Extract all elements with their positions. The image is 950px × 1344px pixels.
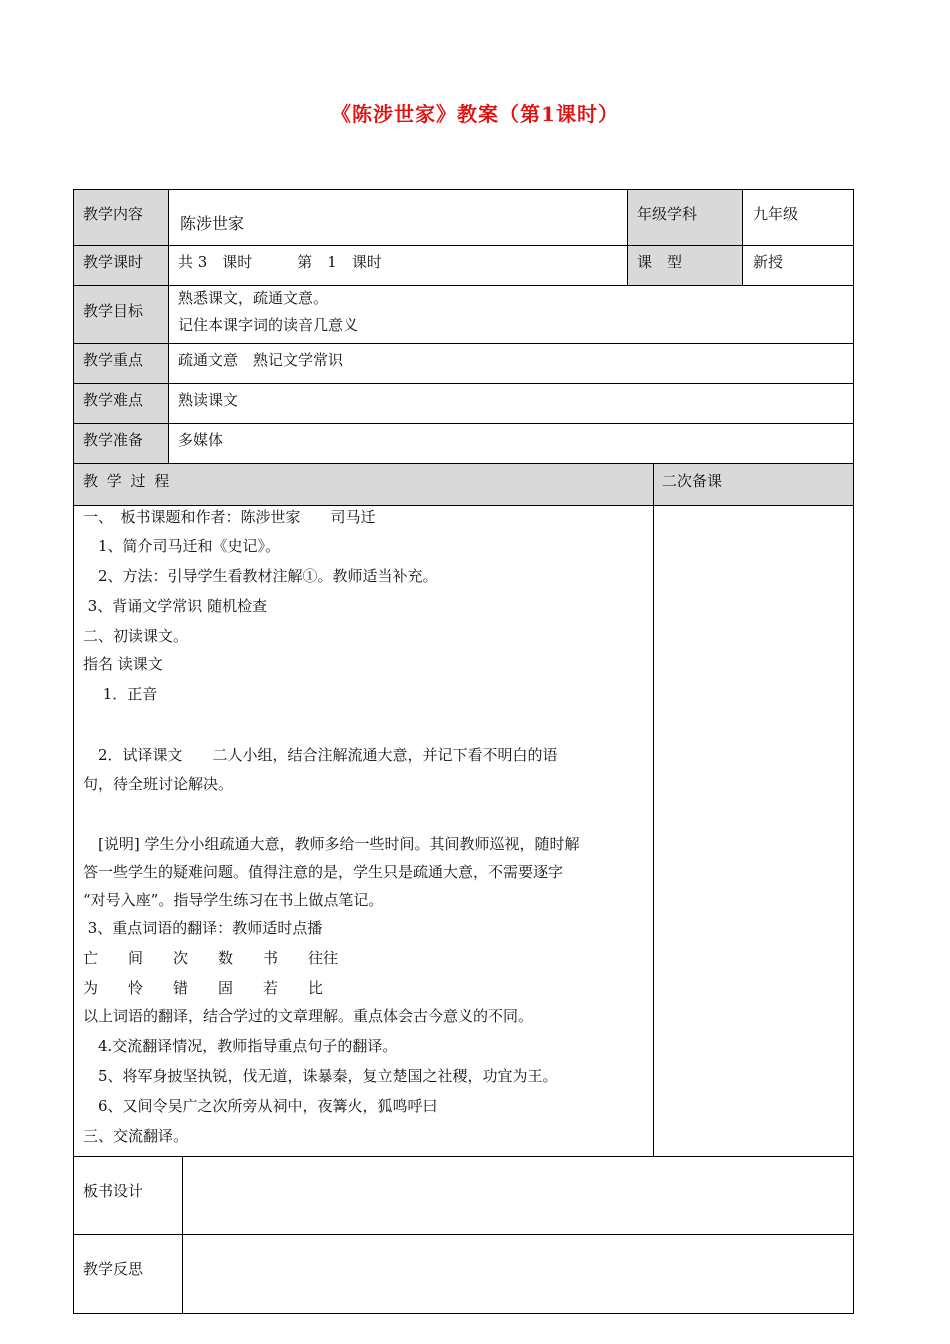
process-line: 4.交流翻译情况，教师指导重点句子的翻译。 bbox=[83, 1037, 398, 1055]
process-line: 6、又间令吴广之次所旁从祠中，夜篝火，狐鸣呼曰 bbox=[83, 1097, 438, 1115]
row-divider bbox=[73, 423, 854, 424]
row-divider bbox=[73, 245, 854, 246]
board-design-label: 板书设计 bbox=[83, 1182, 144, 1200]
grade-label: 年级学科 bbox=[637, 205, 698, 223]
process-line: 句，待全班讨论解决。 bbox=[83, 775, 234, 793]
process-header: 教 学 过 程 bbox=[83, 472, 172, 490]
col-divider bbox=[168, 189, 169, 464]
process-line: 1、简介司马迁和《史记》。 bbox=[83, 537, 281, 555]
grade-value: 九年级 bbox=[753, 205, 799, 223]
prep-value: 多媒体 bbox=[178, 431, 224, 449]
row-divider bbox=[73, 1156, 854, 1157]
table-border-left bbox=[73, 189, 74, 1314]
process-line: [说明] 学生分小组疏通大意，教师多给一些时间。其间教师巡视，随时解 bbox=[83, 835, 580, 853]
process-line: 三、交流翻译。 bbox=[83, 1127, 189, 1145]
process-line: 2、方法：引导学生看教材注解①。教师适当补充。 bbox=[83, 567, 438, 585]
process-header-bg bbox=[74, 464, 853, 505]
row-divider bbox=[73, 383, 854, 384]
row-divider bbox=[73, 343, 854, 344]
table-border-bottom bbox=[73, 1313, 854, 1314]
content-label: 教学内容 bbox=[83, 205, 144, 223]
process-line: 3、重点词语的翻译：教师适时点播 bbox=[83, 919, 323, 937]
col-divider bbox=[742, 189, 743, 286]
hours-value: 共 3 课时 第 1 课时 bbox=[178, 253, 382, 271]
type-label: 课 型 bbox=[637, 253, 683, 271]
difficulty-value: 熟读课文 bbox=[178, 391, 239, 409]
process-line: 5、将军身披坚执锐，伐无道，诛暴秦，复立楚国之社稷，功宜为王。 bbox=[83, 1067, 558, 1085]
process-line: 以上词语的翻译，结合学过的文章理解。重点体会古今意义的不同。 bbox=[83, 1007, 534, 1025]
process-line: 为 怜 错 固 若 比 bbox=[83, 979, 324, 997]
row-divider bbox=[73, 463, 854, 464]
row-divider bbox=[73, 1234, 854, 1235]
content-value: 陈涉世家 bbox=[180, 214, 245, 233]
process-line: 一、 板书课题和作者：陈涉世家 司马迁 bbox=[83, 508, 376, 526]
process-line: 答一些学生的疑难问题。值得注意的是，学生只是疏通大意，不需要逐字 bbox=[83, 863, 564, 881]
difficulty-label: 教学难点 bbox=[83, 391, 144, 409]
type-value: 新授 bbox=[753, 253, 784, 271]
row-divider bbox=[73, 285, 854, 286]
col-divider bbox=[627, 189, 628, 286]
table-border-top bbox=[73, 189, 854, 190]
goal-label: 教学目标 bbox=[83, 302, 144, 320]
prep-label: 教学准备 bbox=[83, 431, 144, 449]
col-divider bbox=[182, 1156, 183, 1314]
goal-line-1: 熟悉课文，疏通文意。 bbox=[178, 289, 329, 307]
document-title: 《陈涉世家》教案（第1课时） bbox=[331, 102, 619, 126]
process-line: 亡 间 次 数 书 往往 bbox=[83, 949, 339, 967]
hours-label: 教学课时 bbox=[83, 253, 144, 271]
goal-line-2: 记住本课字词的读音几意义 bbox=[178, 316, 359, 334]
process-line: “对号入座”。指导学生练习在书上做点笔记。 bbox=[83, 891, 384, 909]
key-value: 疏通文意 熟记文学常识 bbox=[178, 351, 344, 369]
col-divider bbox=[653, 463, 654, 1157]
process-line: 二、初读课文。 bbox=[83, 627, 189, 645]
reflection-label: 教学反思 bbox=[83, 1260, 144, 1278]
process-line: 指名 读课文 bbox=[83, 655, 163, 673]
side-header: 二次备课 bbox=[662, 472, 723, 490]
key-label: 教学重点 bbox=[83, 351, 144, 369]
process-line: 3、背诵文学常识 随机检查 bbox=[83, 597, 268, 615]
process-line: 2．试译课文 二人小组，结合注解流通大意，并记下看不明白的语 bbox=[83, 746, 558, 764]
process-line: 1．正音 bbox=[83, 685, 158, 703]
table-border-right bbox=[853, 189, 854, 1314]
